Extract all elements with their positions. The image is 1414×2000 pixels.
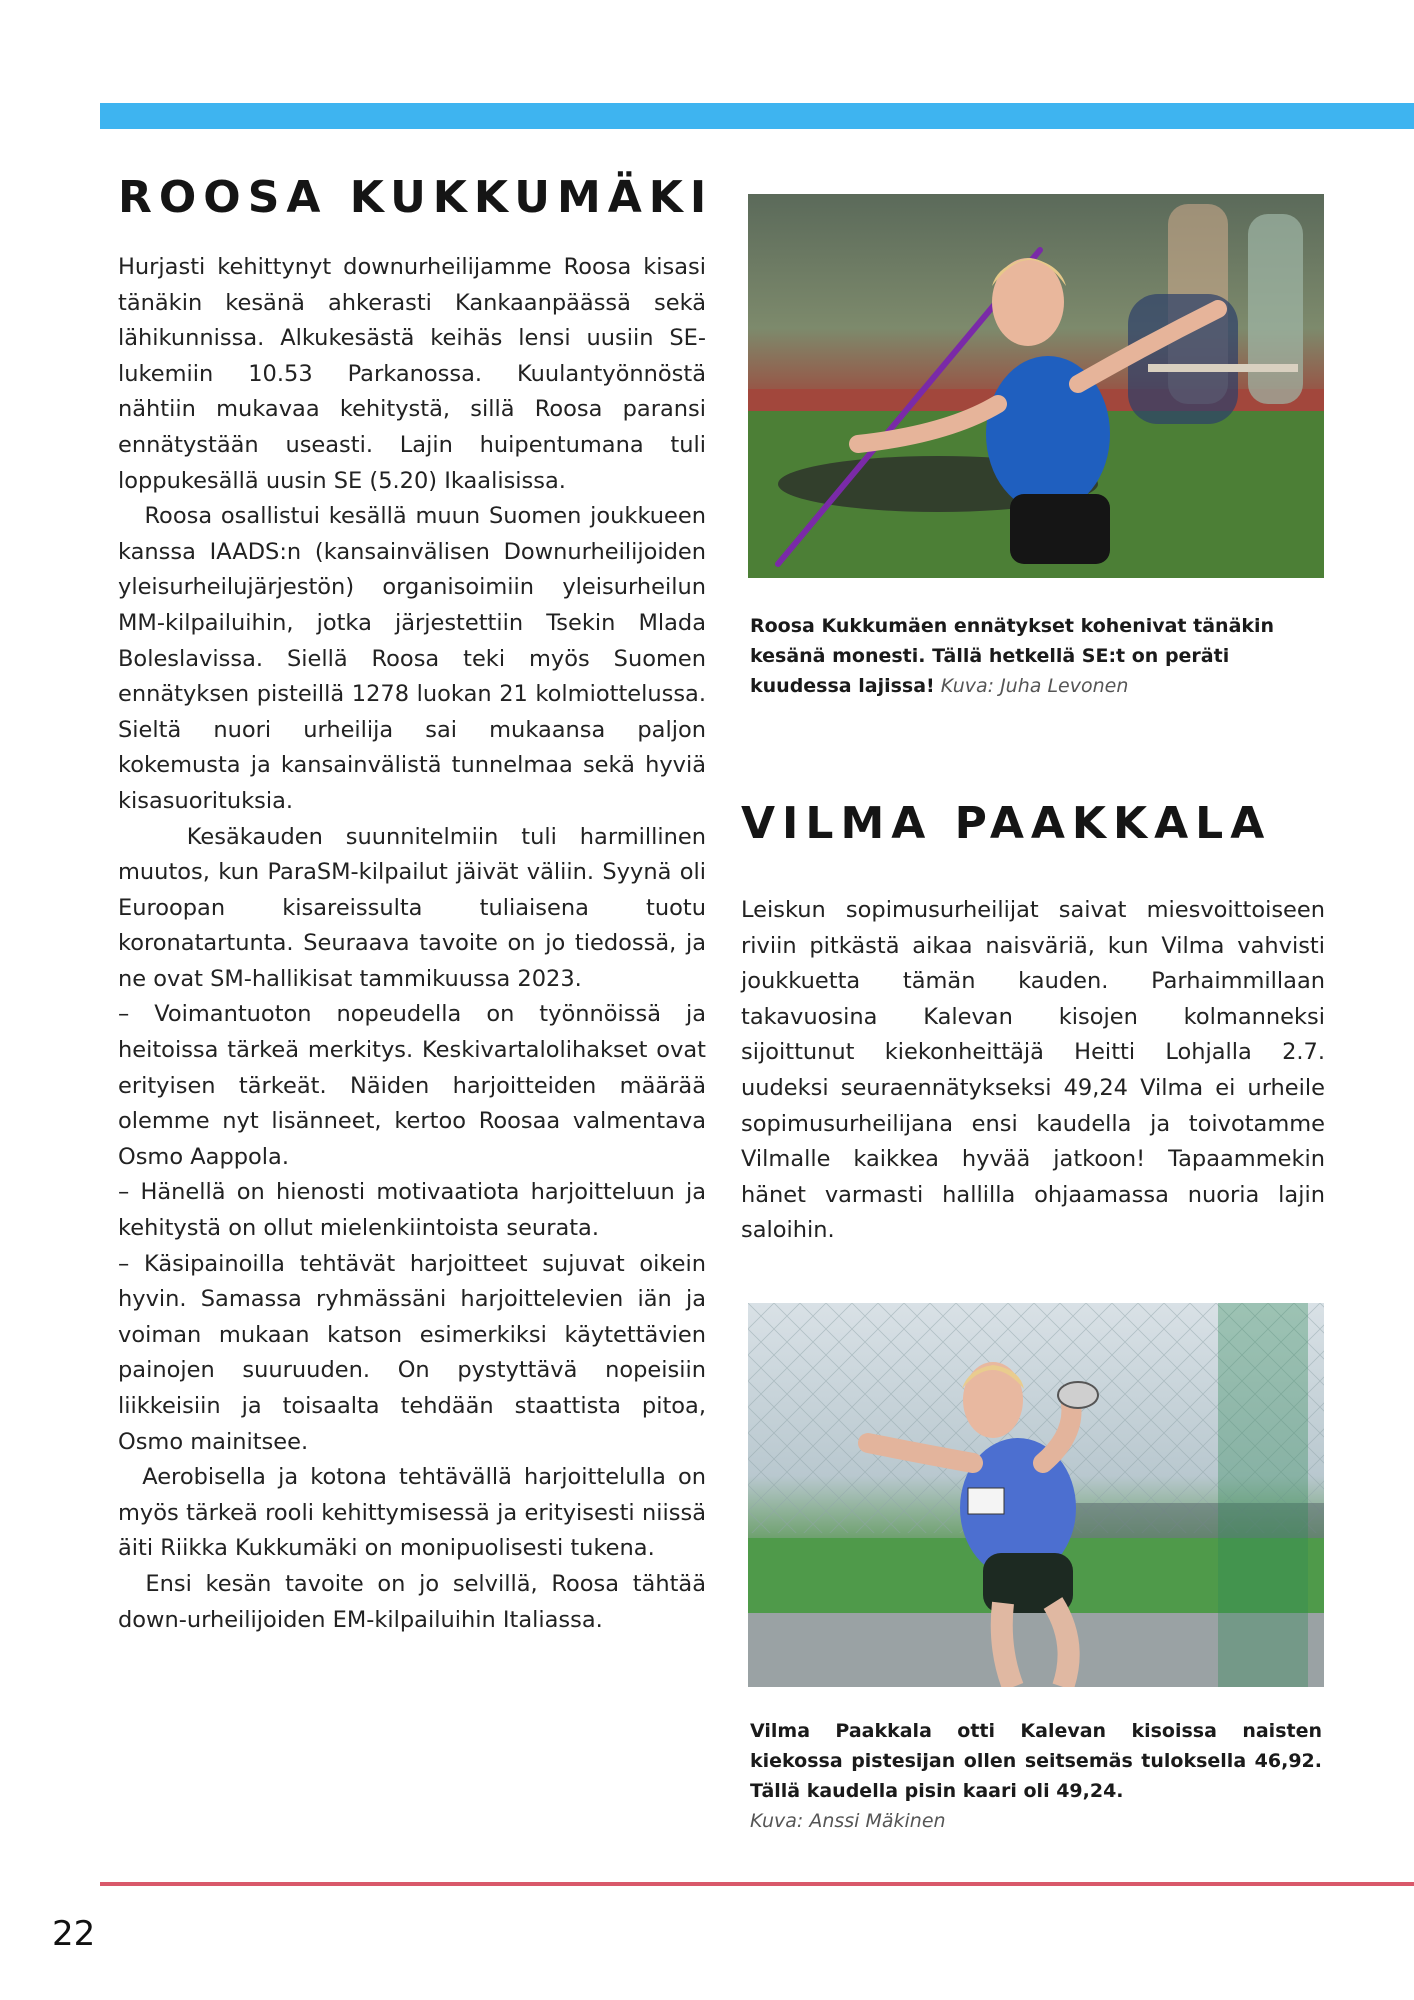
vilma-photo-caption (750, 1716, 1322, 1836)
roosa-photo-caption (750, 611, 1320, 701)
roosa-javelin-photo (748, 194, 1324, 578)
vilma-photo-credit: Kuva: Anssi Mäkinen (750, 1810, 946, 1832)
vilma-heading: VILMA PAAKKALA (741, 798, 1272, 849)
vilma-paragraph: Leiskun sopimusurheilijat saivat miesvoittoiseen riviin pitkästä aikaa naisväriä, kun Vilma vahvisti joukkuetta tämän kauden. Parhaimmillaan takavuosina Kalevan kisojen kolmanneksi sijoittunut kiekonheittäjä Heitti Lohjalla 2.7. uudeksi seuraennätykseksi 49,24 Vilma ei urheile sopimusurheilijana ensi kaudella ja toivotamme Vilmalle kaikkea hyvää jatkoon! Tapaammekin hänet varmasti hallilla ohjaamassa nuoria lajin saloihin. (741, 897, 1325, 1244)
page-number: 22 (52, 1914, 96, 1954)
roosa-paragraph: Kesäkauden suunnitelmiin tuli harmillinen muutos, kun ParaSM-kilpailut jäivät väliin. Syynä oli Euroopan kisareissulta tuliaisena tuotu koronatartunta. Seuraava tavoite on jo tiedossä, ja ne ovat SM-hallikisat tammikuussa 2023. (118, 823, 714, 992)
roosa-paragraph: – Voimantuoton nopeudella on työnnöissä ja heitoissa tärkeä merkitys. Keskivartalolihakset ovat erityisen tärkeät. Näiden harjoitteiden määrää olemme nyt lisänneet, kertoo Roosaa valmentava Osmo Aappola. (118, 1001, 706, 1170)
roosa-paragraph: – Hänellä on hienosti motivaatiota harjoitteluun ja kehitystä on ollut mielenkiintoista seurata. (118, 1179, 706, 1242)
bottom-accent-rule (100, 1882, 1414, 1886)
roosa-heading: ROOSA KUKKUMÄKI (118, 172, 714, 223)
vilma-discus-photo (748, 1303, 1324, 1687)
roosa-paragraph: Aerobisella ja kotona tehtävällä harjoittelulla on myös tärkeä rooli kehittymisessä ja erityisesti niissä äiti Riikka Kukkumäki on monipuolisesti tukena. (118, 1464, 714, 1562)
roosa-paragraph: Hurjasti kehittynyt downurheilijamme Roosa kisasi tänäkin kesänä ahkerasti Kankaanpäässä sekä lähikunnissa. Alkukesästä keihäs lensi uusiin SE-lukemiin 10.53 Parkanossa. Kuulantyönnöstä nähtiin mukavaa kehitystä, sillä Roosa paransi ennätystään useasti. Lajin huipentumana tuli loppukesällä uusin SE (5.20) Ikaalisissa. (118, 254, 706, 494)
roosa-paragraph: Roosa osallistui kesällä muun Suomen joukkueen kanssa IAADS:n (kansainvälisen Downurheilijoiden yleisurheilujärjestön) organisoimiin yleisurheilun MM-kilpailuihin, jotka järjestettiin Tsekin Mlada Boleslavissa. Siellä Roosa teki myös Suomen ennätyksen pisteillä 1278 luokan 21 kolmiottelussa. Sieltä nuori urheilija sai mukaansa paljon kokemusta ja kansainvälistä tunnelmaa sekä hyviä kisasuorituksia. (118, 503, 714, 814)
roosa-caption-text: Roosa Kukkumäen ennätykset kohenivat tänäkin kesänä monesti. Tällä hetkellä SE:t on peräti kuudessa lajissa! (750, 615, 1275, 697)
roosa-article-body (118, 250, 714, 1638)
vilma-article-body (741, 893, 1325, 1249)
roosa-paragraph: – Käsipainoilla tehtävät harjoitteet sujuvat oikein hyvin. Samassa ryhmässäni harjoittelevien iän ja voiman mukaan katson esimerkiksi käytettävien painojen suuruuden. On pystyttävä nopeisiin liikkeisiin ja toisaalta tehdään staattista pitoa, Osmo mainitsee. (118, 1250, 706, 1455)
roosa-paragraph: Ensi kesän tavoite on jo selvillä, Roosa tähtää down-urheilijoiden EM-kilpailuihin Italiassa. (118, 1570, 714, 1633)
roosa-photo-credit: Kuva: Juha Levonen (940, 675, 1129, 697)
vilma-caption-text: Vilma Paakkala otti Kalevan kisoissa naisten kiekossa pistesijan ollen seitsemäs tuloksella 46,92. Tällä kaudella pisin kaari oli 49,24. (750, 1720, 1322, 1802)
top-accent-bar (100, 103, 1414, 129)
